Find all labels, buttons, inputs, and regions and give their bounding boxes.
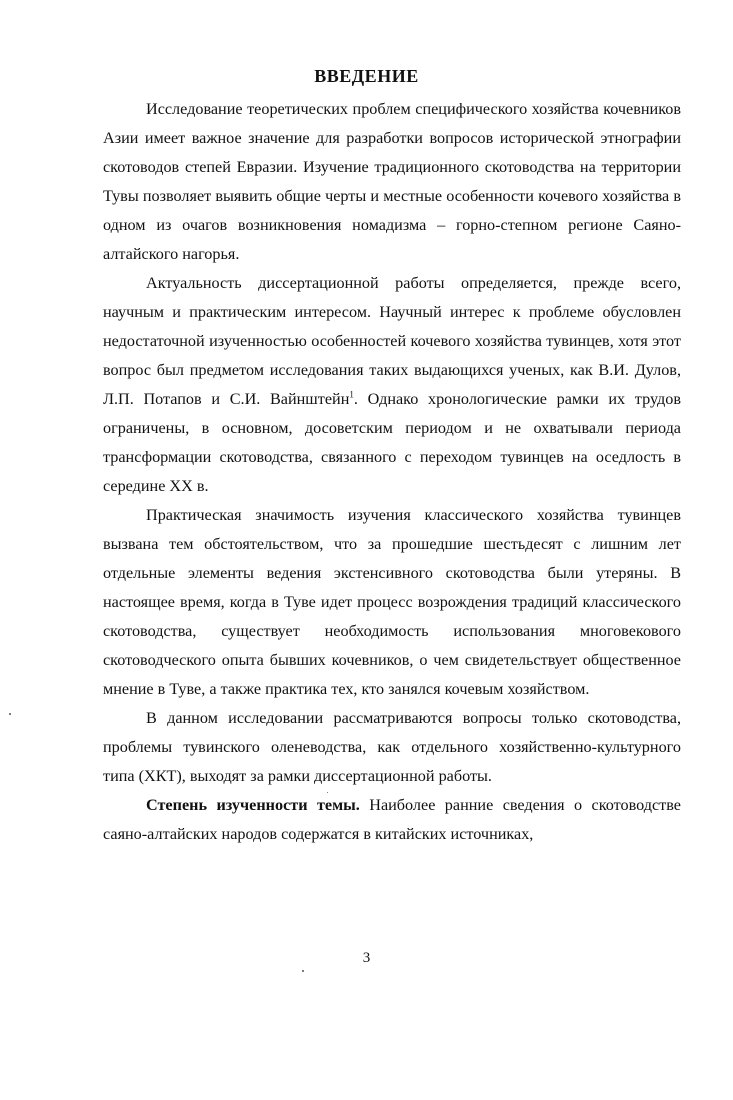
page-title: ВВЕДЕНИЕ: [314, 66, 419, 86]
scan-speck: [9, 713, 11, 715]
paragraph-practical-significance: Практическая значимость изучения классического хозяйства тувинцев вызвана тем обстоятельством, что за прошедшие шестьдесят с лишним лет отдельные элементы ведения экстенсивного скотоводства были утеряны. В настоящее время, когда в Туве идет процесс возрождения традиций классического скотоводства, существует необходимость использования многовекового скотоводческого опыта бывших кочевников, о чем свидетельствует общественное мнение в Туве, а также практика тех, кто занялся кочевым хозяйством.: [103, 506, 681, 698]
document-body: [103, 95, 681, 849]
paragraph-degree-of-study-text: Наиболее ранние сведения о скотоводстве саяно-алтайских народов содержатся в китайских источниках,: [103, 796, 681, 843]
paragraph-relevance-text-continued: . Однако хронологические рамки их трудов ограничены, в основном, досоветским периодом и не охватывали периода трансформации скотоводства, связанного с переходом тувинцев на оседлость в середине XX в.: [103, 390, 682, 495]
page-number: 3: [362, 950, 371, 966]
section-heading-inline: Степень изученности темы.: [146, 796, 360, 814]
scan-speck: [327, 792, 328, 793]
paragraph-intro: Исследование теоретических проблем специфического хозяйства кочевников Азии имеет важное значение для разработки вопросов исторической этнографии скотоводов степей Евразии. Изучение традиционного скотоводства на территории Тувы позволяет выявить общие черты и местные особенности кочевого хозяйства в одном из очагов возникновения номадизма – горно-степном регионе Саяно-алтайского нагорья.: [103, 100, 681, 263]
paragraph-degree-of-study: [103, 791, 681, 849]
paragraph-scope: В данном исследовании рассматриваются вопросы только скотоводства, проблемы тувинского оленеводства, как отдельного хозяйственно-культурного типа (ХКТ), выходят за рамки диссертационной работы.: [103, 709, 681, 785]
paragraph-relevance-text: Актуальность диссертационной работы определяется, прежде всего, научным и практическим интересом. Научный интерес к проблеме обусловлен недостаточной изученностью особенностей кочевого хозяйства тувинцев, хотя этот вопрос был предметом исследования таких выдающихся ученых, как В.И. Дулов, Л.П. Потапов и С.И. Вайнштейн: [103, 274, 681, 408]
paragraph-relevance: [103, 269, 681, 501]
footnote-marker: 1: [349, 389, 354, 400]
scan-speck: [302, 970, 304, 972]
